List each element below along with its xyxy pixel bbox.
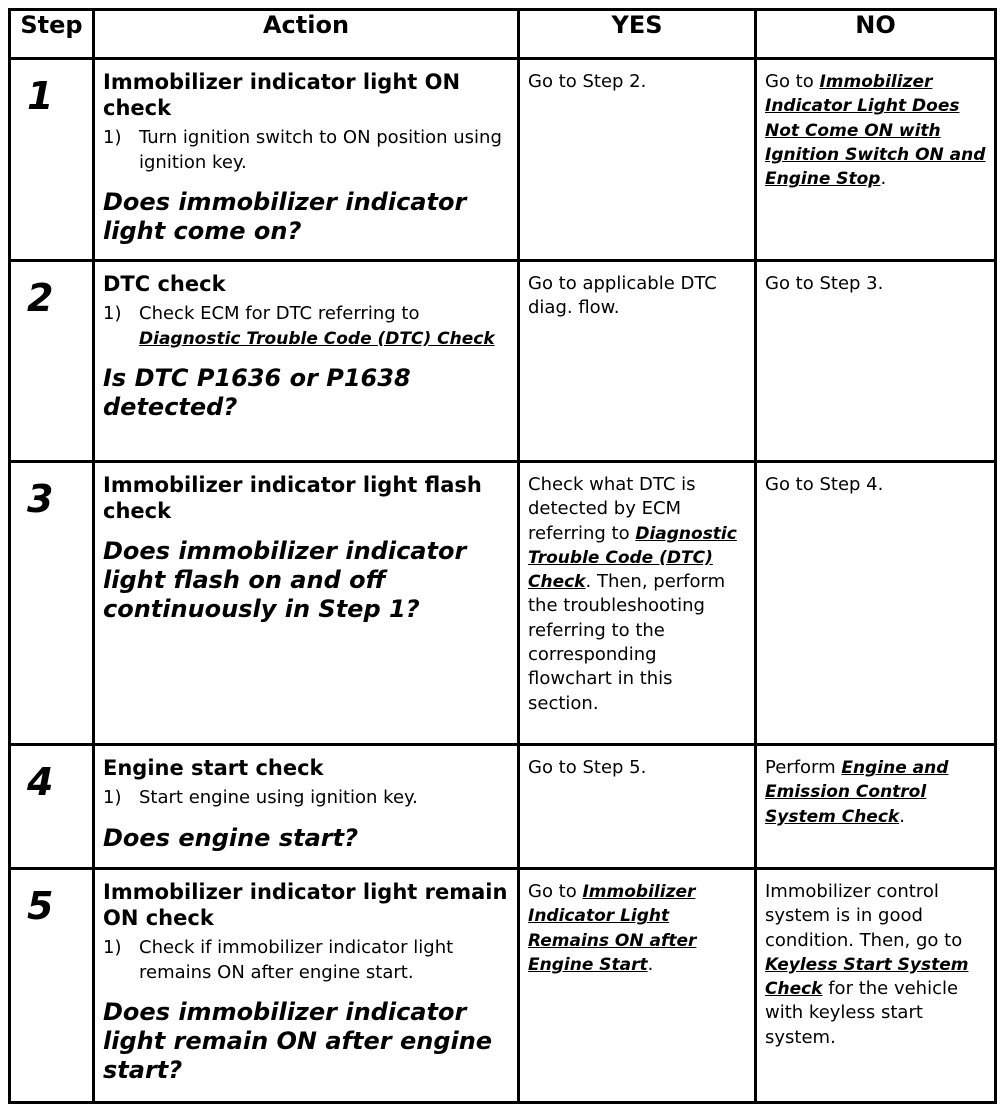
no-cell <box>756 462 996 745</box>
table-row <box>10 745 996 869</box>
no-text-post: for the vehicle with keyless start system. <box>765 978 959 1048</box>
table-row <box>10 261 996 462</box>
no-text-post: . <box>899 805 905 827</box>
no-cell <box>756 261 996 462</box>
diagnostic-table <box>8 8 997 1104</box>
header-no: NO <box>756 10 996 59</box>
yes-cell <box>519 869 756 1103</box>
yes-cell <box>519 462 756 745</box>
yes-text-pre: Check what DTC is detected by ECM referring to <box>528 474 696 544</box>
action-title: DTC check <box>103 272 226 296</box>
no-cell <box>756 869 996 1103</box>
no-text-pre: Go to <box>765 71 820 92</box>
substep-link[interactable]: Diagnostic Trouble Code (DTC) Check <box>139 328 495 349</box>
action-question: Does immobilizer indicator light flash on and off continuously in Step 1? <box>103 537 467 623</box>
substep-text: Check if immobilizer indicator light remains ON after engine start. <box>139 937 454 983</box>
no-cell <box>756 745 996 869</box>
action-question: Does immobilizer indicator light remain ON after engine start? <box>103 998 493 1084</box>
step-number: 5 <box>10 869 94 1103</box>
yes-link[interactable]: Diagnostic Trouble Code (DTC) Check <box>528 523 737 593</box>
action-substep <box>103 786 509 811</box>
yes-cell <box>519 745 756 869</box>
step-number: 2 <box>10 261 94 462</box>
yes-text-pre: Go to <box>528 881 583 902</box>
action-cell <box>94 745 519 869</box>
header-row <box>10 10 996 59</box>
action-title: Immobilizer indicator light ON check <box>103 70 461 120</box>
yes-text: Go to applicable DTC diag. flow. <box>528 273 717 319</box>
step-number: 1 <box>10 59 94 261</box>
yes-text-post: . <box>647 953 654 975</box>
yes-text: Go to Step 2. <box>528 71 647 92</box>
no-text: Go to Step 4. <box>765 474 884 495</box>
table-row <box>10 462 996 745</box>
substep-text <box>139 302 509 351</box>
no-text-post: . <box>880 168 887 190</box>
substep-text: Turn ignition switch to ON position using ignition key. <box>139 127 502 173</box>
action-cell <box>94 869 519 1103</box>
action-title: Immobilizer indicator light remain ON check <box>103 880 508 930</box>
action-question: Does engine start? <box>103 823 358 852</box>
action-substep <box>103 936 509 985</box>
substep-text-pre: Check ECM for DTC referring to <box>139 303 420 324</box>
yes-cell <box>519 261 756 462</box>
step-number: 4 <box>10 745 94 869</box>
substep-text: Start engine using ignition key. <box>139 787 418 808</box>
action-substep <box>103 302 509 351</box>
no-link[interactable]: Immobilizer Indicator Light Does Not Come ON with Ignition Switch ON and Engine Stop <box>765 72 986 190</box>
header-step: Step <box>10 10 94 59</box>
substep-number: 1) <box>103 127 122 148</box>
no-link[interactable]: Keyless Start System Check <box>765 954 969 1000</box>
action-cell <box>94 59 519 261</box>
yes-cell <box>519 59 756 261</box>
no-text: Go to Step 3. <box>765 273 884 294</box>
action-question: Is DTC P1636 or P1638 detected? <box>103 364 411 421</box>
yes-link[interactable]: Immobilizer Indicator Light Remains ON after Engine Start <box>528 882 697 975</box>
substep-number: 1) <box>103 937 122 958</box>
no-cell <box>756 59 996 261</box>
action-question: Does immobilizer indicator light come on? <box>103 188 467 245</box>
no-link[interactable]: Engine and Emission Control System Check <box>765 758 949 827</box>
no-text-pre: Immobilizer control system is in good condition. Then, go to <box>765 881 963 951</box>
step-number: 3 <box>10 462 94 745</box>
substep-number: 1) <box>103 787 122 808</box>
action-title: Engine start check <box>103 756 324 780</box>
table-row <box>10 59 996 261</box>
yes-text: Go to Step 5. <box>528 757 647 778</box>
action-cell <box>94 261 519 462</box>
action-substep <box>103 126 509 175</box>
yes-text-post: . Then, perform the troubleshooting referring to the corresponding flowchart in this section. <box>528 571 726 714</box>
header-action: Action <box>94 10 519 59</box>
header-yes: YES <box>519 10 756 59</box>
action-title: Immobilizer indicator light flash check <box>103 473 482 523</box>
action-cell <box>94 462 519 745</box>
substep-number: 1) <box>103 303 122 324</box>
table-row <box>10 869 996 1103</box>
no-text-pre: Perform <box>765 757 842 778</box>
